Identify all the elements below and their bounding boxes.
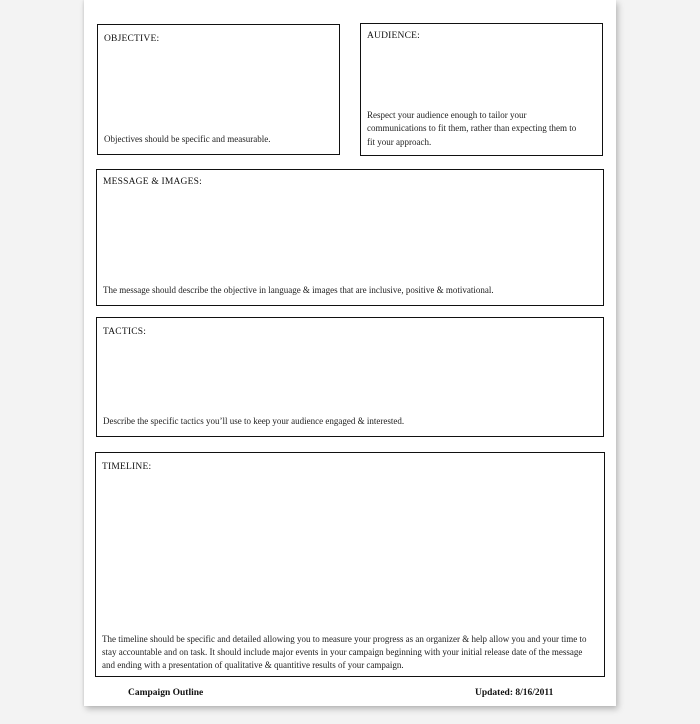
timeline-description: The timeline should be specific and detailed allowing you to measure your progress as an organizer & help allow you and your time to stay accountable and on task. It should include major events in your campaign beginning with your initial release date of the message and ending with a presentation of qualitative & quantitive results of your campaign. [102, 634, 587, 670]
footer-document-title: Campaign Outline [128, 688, 204, 698]
audience-box [360, 23, 603, 156]
document-page [84, 0, 616, 706]
footer-updated-date: Updated: 8/16/2011 [475, 688, 554, 698]
message-images-box [96, 169, 604, 306]
message-images-description: The message should describe the objective in language & images that are inclusive, positive & motivational. [103, 284, 494, 295]
audience-description: Respect your audience enough to tailor your communications to fit them, rather than expecting them to fit your approach. [367, 109, 577, 147]
tactics-title: TACTICS: [103, 327, 147, 337]
timeline-box [95, 452, 605, 677]
objective-title: OBJECTIVE: [104, 34, 160, 44]
tactics-box [96, 317, 604, 437]
timeline-title: TIMELINE: [102, 462, 152, 472]
objective-box [97, 24, 340, 155]
message-images-title: MESSAGE & IMAGES: [103, 177, 202, 187]
tactics-description: Describe the specific tactics you’ll use to keep your audience engaged & interested. [103, 415, 405, 426]
objective-description: Objectives should be specific and measurable. [104, 133, 271, 144]
audience-title: AUDIENCE: [367, 31, 420, 41]
